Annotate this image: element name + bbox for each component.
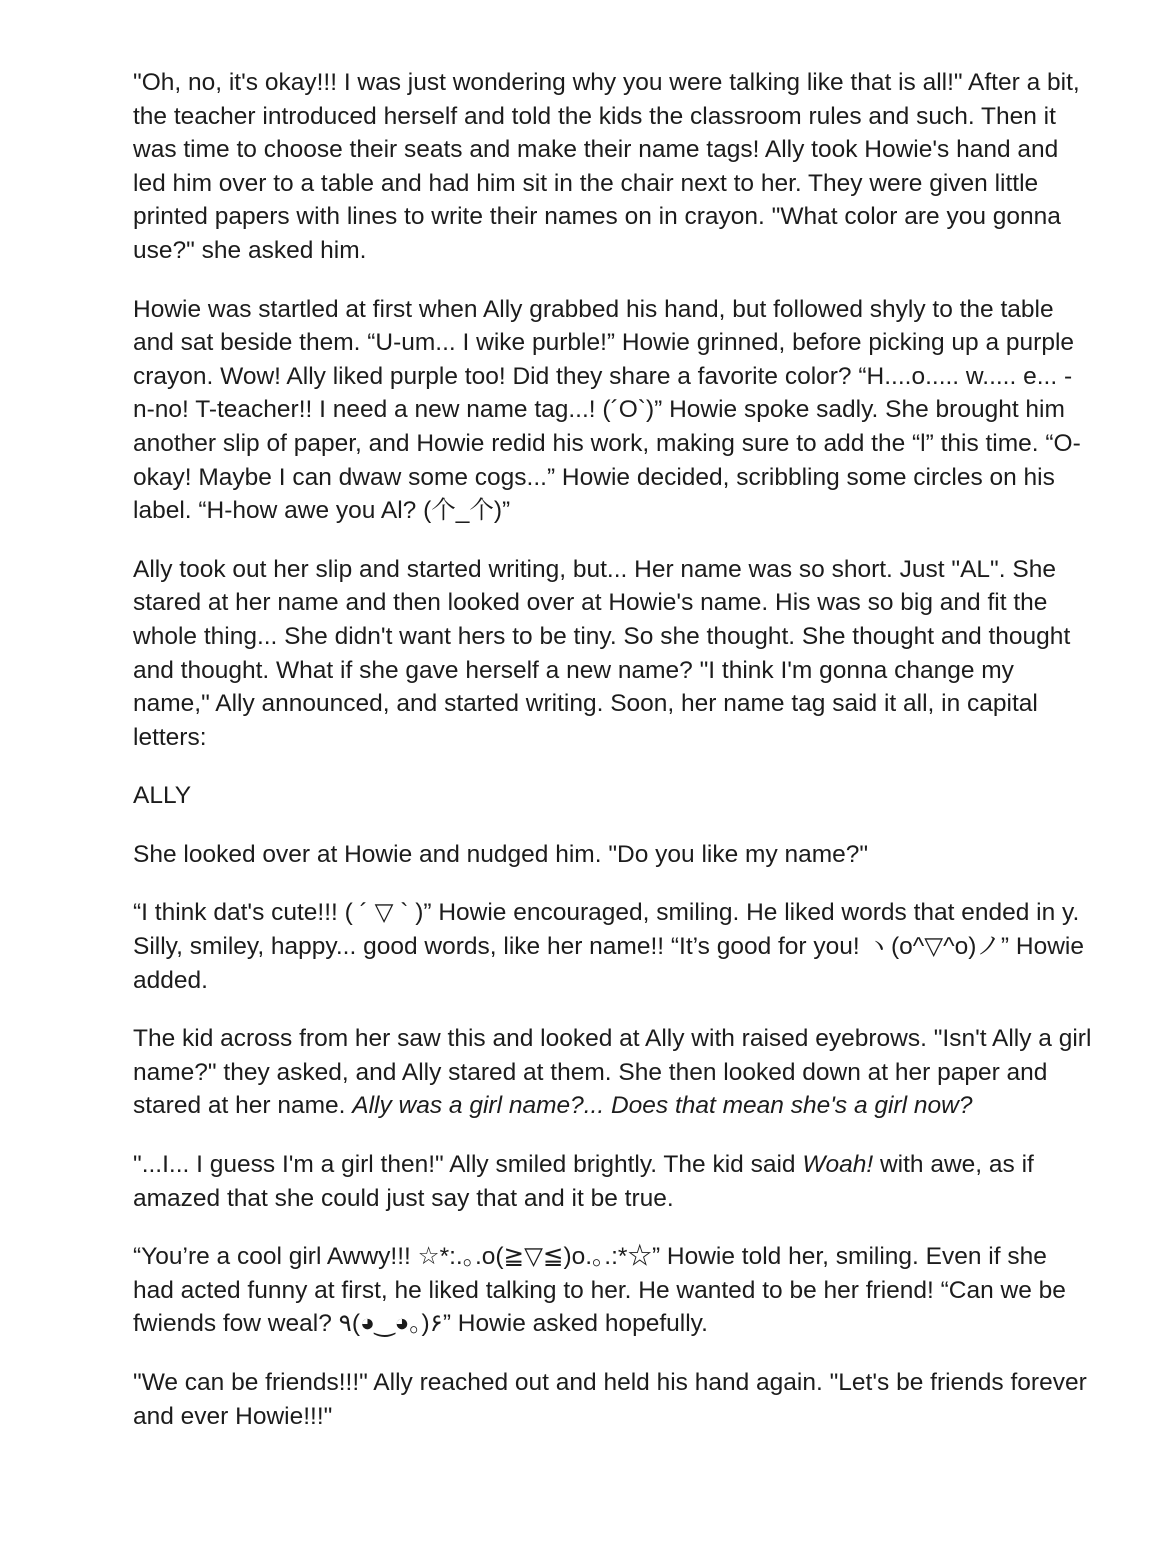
paragraph-text: Howie was startled at first when Ally grabbed his hand, but followed shyly to the table and sat beside them. “U-um... I wike purble!” Howie grinned, before picking up a purple crayon. Wow! Ally liked purple too! Did they share a favorite color? “H....o..... w..... e... - n-no! T-teacher!! I need a new name tag...! (´O`)” Howie spoke sadly. She brought him another slip of paper, and Howie redid his work, making sure to add the “l” this time. “O-okay! Maybe I can dwaw some cogs...” Howie decided, scribbling some circles on his label. “H-how awe you Al? (个_个)” xyxy=(133,295,1081,525)
paragraph-text: Ally took out her slip and started writing, but... Her name was so short. Just "AL". She stared at her name and then looked over at Howie's name. His was so big and fit the whole thing... She didn't want hers to be tiny. So she thought. She thought and thought and thought. What if she gave herself a new name? "I think I'm gonna change my name," Ally announced, and started writing. Soon, her name tag said it all, in capital letters: xyxy=(133,555,1071,751)
paragraph-text: "Oh, no, it's okay!!! I was just wondering why you were talking like that is all!" After a bit, the teacher introduced herself and told the kids the classroom rules and such. Then it was time to choose their seats and make their name tags! Ally took Howie's hand and led him over to a table and had him sit in the chair next to her. They were given little printed papers with lines to write their names on in crayon. "What color are you gonna use?" she asked him. xyxy=(133,69,1080,264)
paragraph-text: The kid across from her saw this and looked at Ally with raised eyebrows. "Isn't Ally a girl name?" they asked, and Ally stared at them. She then looked down at her paper and stared at her name. xyxy=(133,1025,1092,1120)
paragraph xyxy=(133,838,1093,872)
paragraph xyxy=(133,293,1093,528)
paragraph xyxy=(133,1240,1093,1341)
paragraph-text: ALLY xyxy=(133,782,192,810)
paragraph xyxy=(133,1366,1093,1433)
paragraph-text: "...I... I guess I'm a girl then!" Ally smiled brightly. The kid said xyxy=(133,1151,803,1179)
paragraph-text: “I think dat's cute!!! ( ´ ▽ ` )” Howie encouraged, smiling. He liked words that ended in y. Silly, smiley, happy... good words, like her name!! “It’s good for you! ヽ(o^▽^o)ノ” Howie added. xyxy=(133,899,1084,994)
paragraph-text: She looked over at Howie and nudged him. "Do you like my name?" xyxy=(133,840,869,868)
paragraph-text: with awe, as if amazed that she could just say that and it be true. xyxy=(133,1151,1034,1212)
paragraph-text: "We can be friends!!!" Ally reached out and held his hand again. "Let's be friends forever and ever Howie!!!" xyxy=(133,1369,1087,1430)
paragraph xyxy=(133,553,1093,755)
name-tag-text xyxy=(133,779,1093,813)
paragraph xyxy=(133,1022,1093,1123)
paragraph-text: “You’re a cool girl Awwy!!! ☆*:.｡.o(≧▽≦)o.｡.:*☆” Howie told her, smiling. Even if she had acted funny at first, he liked talking to her. He wanted to be her friend! “Can we be fwiends fow weal? ٩(◕‿◕｡)۶” Howie asked hopefully. xyxy=(133,1243,1066,1338)
paragraph xyxy=(133,66,1093,268)
document-page xyxy=(133,66,1093,1458)
paragraph xyxy=(133,1148,1093,1215)
paragraph xyxy=(133,896,1093,997)
italic-text: Woah! xyxy=(802,1151,874,1179)
italic-text: Ally was a girl name?... Does that mean she's a girl now? xyxy=(352,1092,973,1120)
